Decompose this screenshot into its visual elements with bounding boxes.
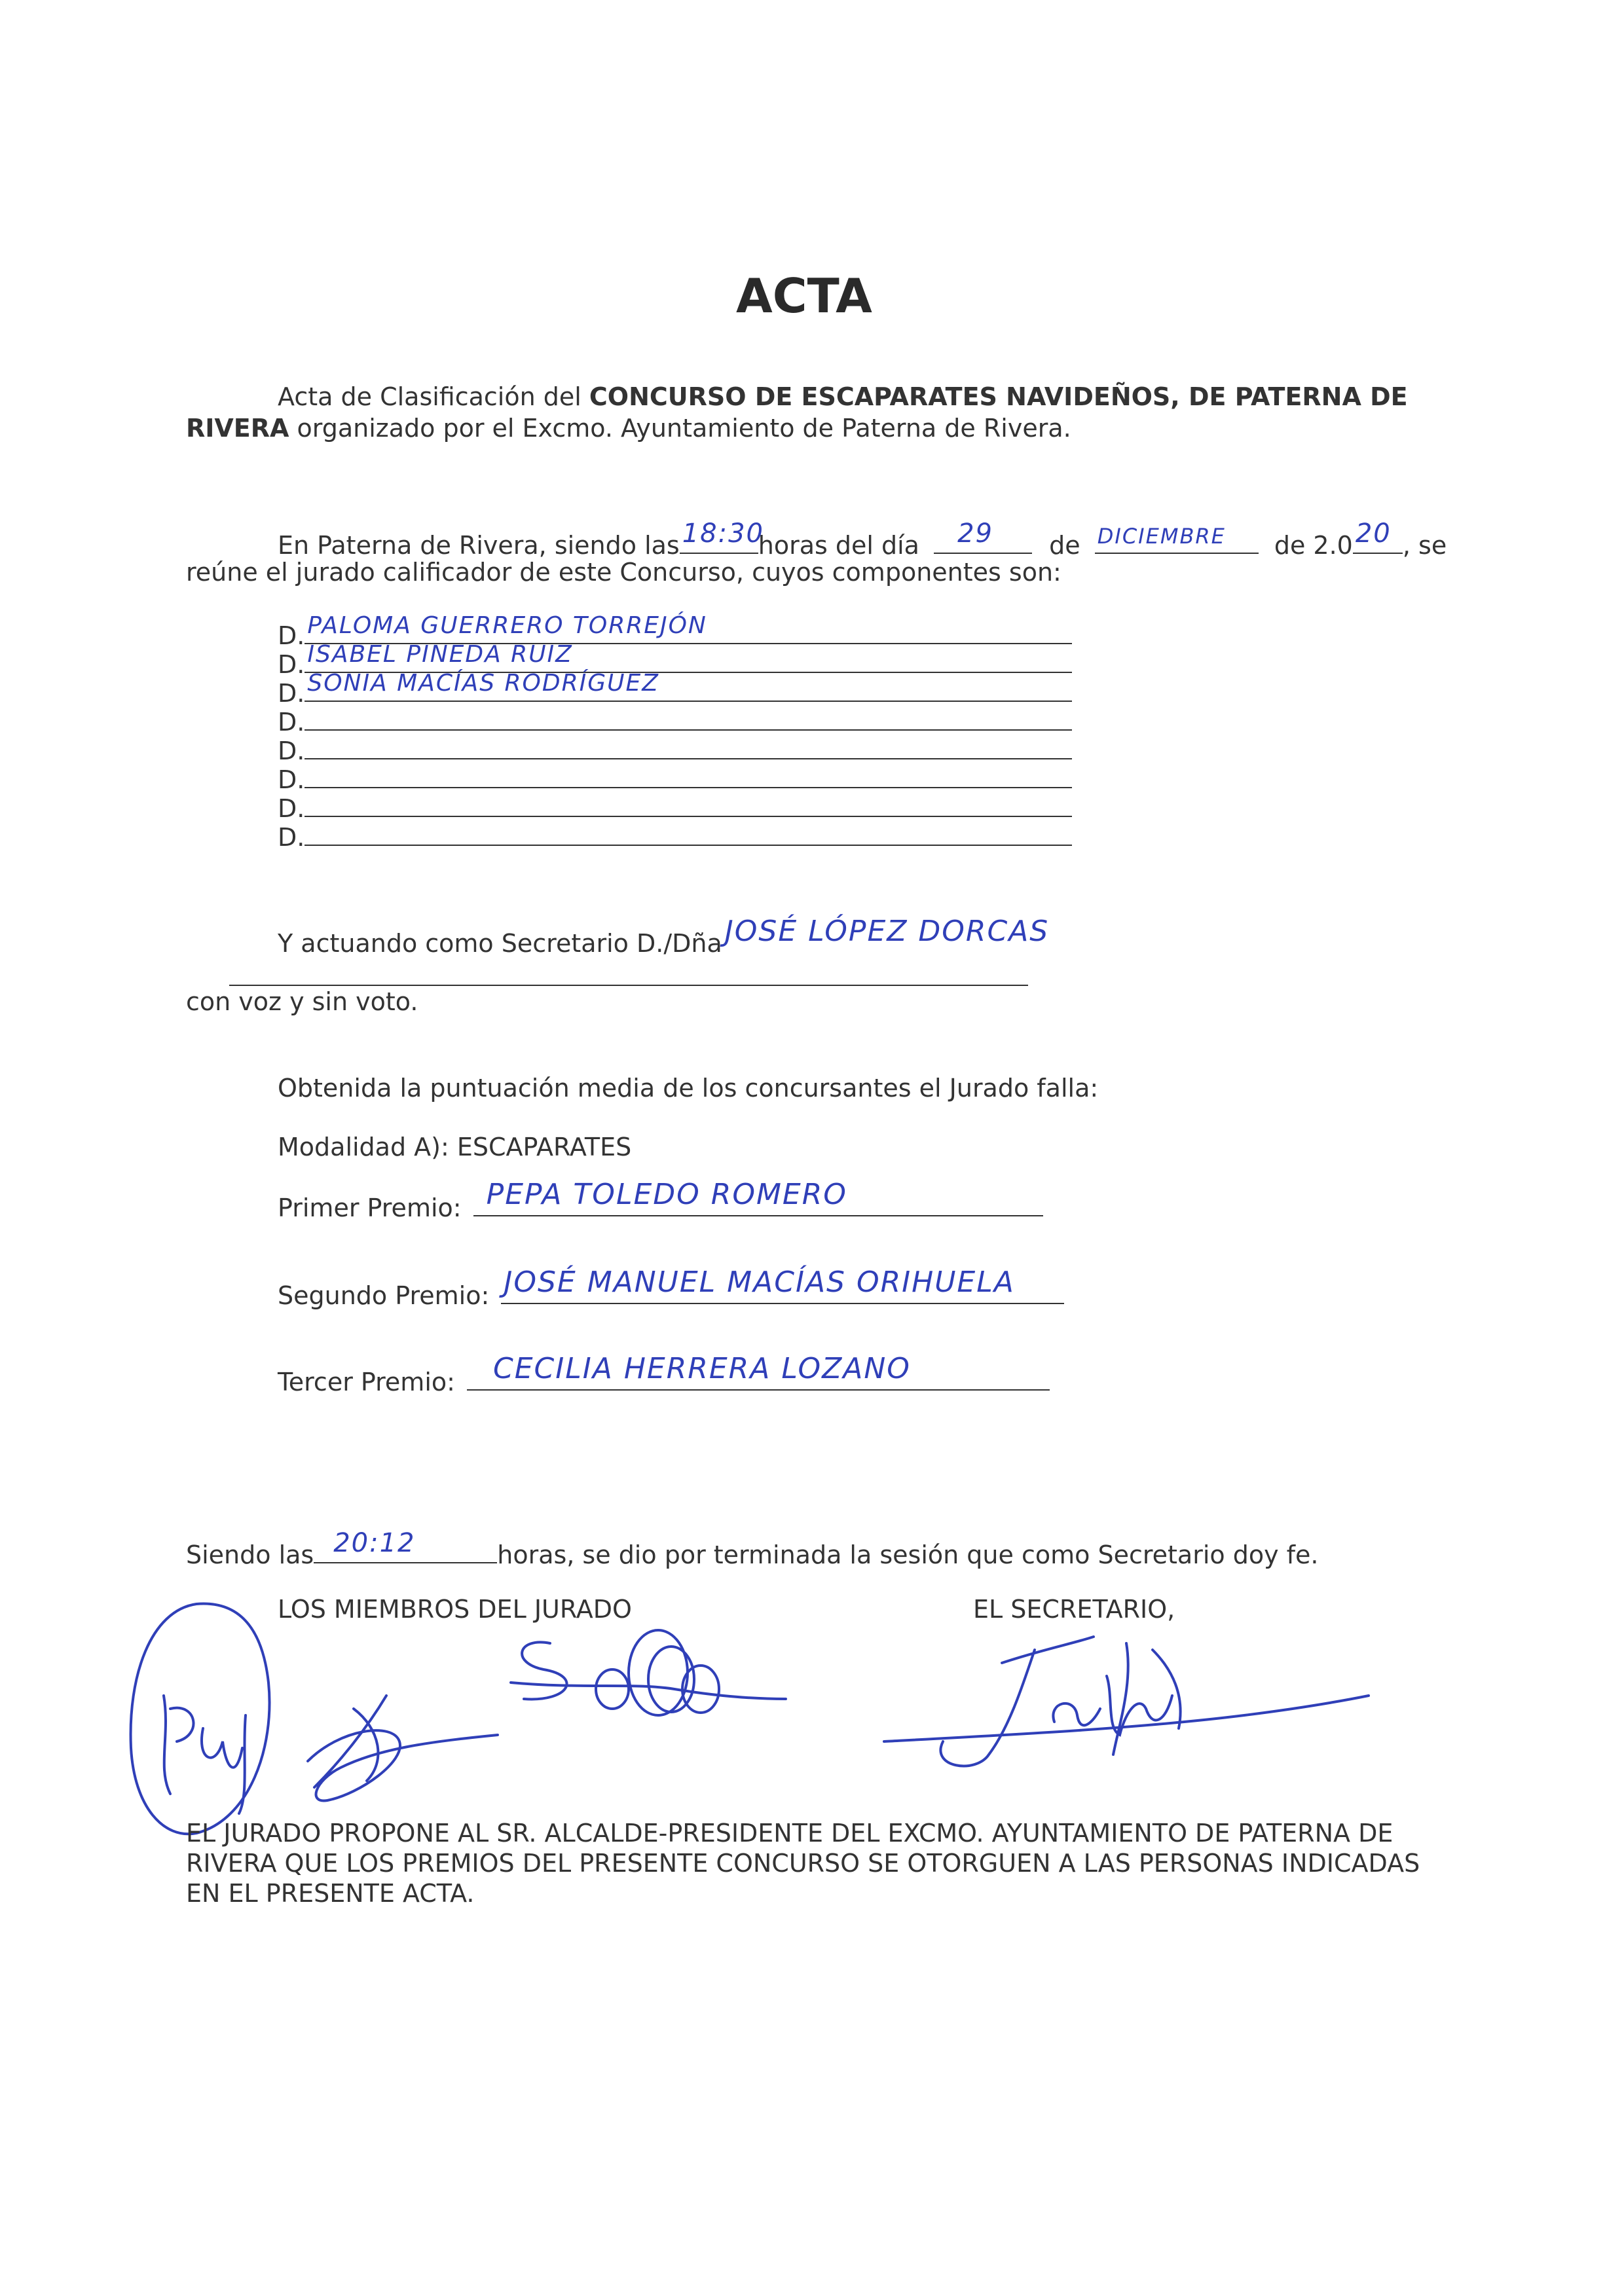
- proposal-line-2: RIVERA QUE LOS PREMIOS DEL PRESENTE CONCURSO SE OTORGUEN A LAS PERSONAS INDICADAS: [186, 1849, 1420, 1878]
- jury-member-prefix: D.: [278, 765, 305, 794]
- closing-time-field[interactable]: [314, 1528, 497, 1563]
- jury-member-prefix: D.: [278, 823, 305, 852]
- proposal-line-3: EN EL PRESENTE ACTA.: [186, 1879, 475, 1908]
- year-value: 20: [1355, 519, 1392, 549]
- proposal-line-1: EL JURADO PROPONE AL SR. ALCALDE-PRESIDENTE DEL EXCMO. AYUNTAMIENTO DE PATERNA DE: [186, 1819, 1393, 1848]
- closing-line: [186, 1528, 1319, 1569]
- secretary-label: Y actuando como Secretario D./Dña: [278, 929, 722, 958]
- secretary-signature-label: EL SECRETARIO,: [973, 1595, 1175, 1624]
- secretary-line: [278, 915, 1069, 958]
- jury-signature-3: [504, 1617, 792, 1741]
- month-field[interactable]: [1095, 526, 1259, 554]
- meeting-text-4: de 2.0: [1274, 531, 1353, 560]
- jury-member-prefix: D.: [278, 621, 305, 650]
- day-field[interactable]: [934, 519, 1032, 554]
- intro-line-2: [186, 414, 1071, 443]
- prize-field[interactable]: [501, 1266, 1064, 1304]
- intro-line-1: [278, 382, 1408, 411]
- jury-member-row: [278, 735, 1072, 765]
- jury-member-row: [278, 706, 1072, 737]
- secretary-continuation-line: [229, 985, 1028, 986]
- modality: Modalidad A): ESCAPARATES: [278, 1133, 632, 1161]
- prize-value: CECILIA HERRERA LOZANO: [493, 1352, 911, 1385]
- meeting-text-5: , se: [1402, 531, 1447, 560]
- meeting-text-2: horas del día: [758, 531, 919, 560]
- jury-member-prefix: D.: [278, 679, 305, 708]
- jury-member-field[interactable]: [304, 670, 1072, 702]
- jury-member-field[interactable]: [304, 763, 1072, 788]
- jury-member-row: [278, 792, 1072, 823]
- jury-member-field[interactable]: [304, 792, 1072, 817]
- prize-value: JOSÉ MANUEL MACÍAS ORIHUELA: [504, 1266, 1015, 1299]
- intro-prefix: Acta de Clasificación del: [278, 382, 589, 411]
- prize-row-third: [278, 1352, 1050, 1396]
- results-intro: Obtenida la puntuación media de los concursantes el Jurado falla:: [278, 1074, 1099, 1102]
- prize-field[interactable]: [467, 1352, 1050, 1391]
- jury-signature-2: [301, 1689, 511, 1807]
- meeting-text-3: de: [1049, 531, 1080, 560]
- jury-member-field[interactable]: [304, 706, 1072, 731]
- year-field[interactable]: [1353, 519, 1403, 554]
- contest-name: CONCURSO DE ESCAPARATES NAVIDEÑOS, DE PATERNA DE: [589, 382, 1408, 411]
- secretary-field[interactable]: [722, 915, 1069, 952]
- jury-member-row: [278, 670, 1072, 708]
- jury-signature-1: [124, 1597, 282, 1846]
- hour-field[interactable]: [680, 519, 765, 554]
- secretary-signature: [877, 1624, 1375, 1774]
- closing-time-value: 20:12: [333, 1528, 416, 1558]
- day-value: 29: [957, 519, 993, 549]
- jury-member-prefix: D.: [278, 708, 305, 737]
- closing-text-2: horas, se dio por terminada la sesión que como Secretario doy fe.: [497, 1540, 1319, 1569]
- prize-field[interactable]: [473, 1178, 1043, 1216]
- prize-label: Primer Premio:: [278, 1194, 462, 1222]
- jury-member-row: [278, 763, 1072, 794]
- meeting-line-1: [278, 519, 1447, 560]
- document-title: ACTA: [736, 268, 872, 323]
- closing-text-1: Siendo las: [186, 1540, 314, 1569]
- prize-value: PEPA TOLEDO ROMERO: [486, 1178, 847, 1211]
- hour-value: 18:30: [682, 519, 765, 549]
- prize-row-second: [278, 1266, 1064, 1310]
- secretary-suffix: con voz y sin voto.: [186, 987, 418, 1016]
- jury-member-prefix: D.: [278, 737, 305, 765]
- secretary-name-value: JOSÉ LÓPEZ DORCAS: [724, 915, 1050, 948]
- contest-name-cont: RIVERA: [186, 414, 289, 443]
- jury-member-name: SONIA MACÍAS RODRÍGUEZ: [307, 670, 659, 697]
- prize-row-first: [278, 1178, 1043, 1222]
- jury-member-prefix: D.: [278, 650, 305, 679]
- meeting-line-2: reúne el jurado calificador de este Concurso, cuyos componentes son:: [186, 558, 1061, 587]
- meeting-text-1: En Paterna de Rivera, siendo las: [278, 531, 680, 560]
- jury-member-field[interactable]: [304, 735, 1072, 759]
- jury-member-field[interactable]: [304, 821, 1072, 846]
- jury-member-prefix: D.: [278, 794, 305, 823]
- jury-member-name: PALOMA GUERRERO TORREJÓN: [307, 612, 707, 639]
- prize-label: Tercer Premio:: [278, 1368, 455, 1396]
- intro-suffix: organizado por el Excmo. Ayuntamiento de Paterna de Rivera.: [289, 414, 1071, 443]
- month-value: DICIEMBRE: [1097, 524, 1226, 549]
- jury-member-name: ISABEL PINEDA RUIZ: [307, 641, 573, 668]
- jury-member-row: [278, 821, 1072, 852]
- jury-signature-label: LOS MIEMBROS DEL JURADO: [278, 1595, 632, 1624]
- prize-label: Segundo Premio:: [278, 1281, 490, 1310]
